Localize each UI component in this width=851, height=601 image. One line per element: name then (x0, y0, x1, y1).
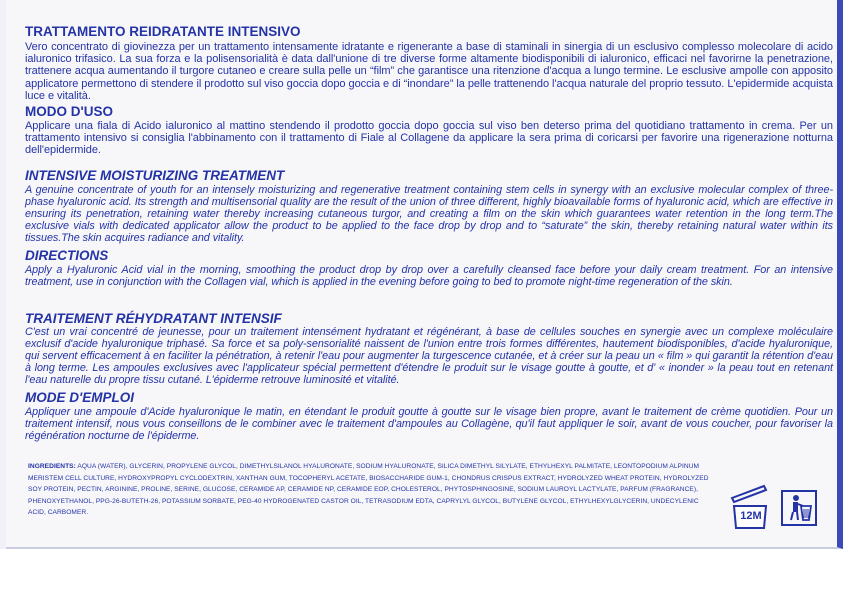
pao-label: 12M (740, 510, 762, 522)
english-directions-title: DIRECTIONS (25, 248, 109, 263)
italian-description: Vero concentrato di giovinezza per un trattamento intensamente idratante e rigenerante a base di staminali in sinergia di un esclusivo complesso molecolare di acido ialuronico trifasico. La sua forza e la polisensorialità è data dall'unione di tre diverse forme altamente biodisponibili di ialuronico, efficaci nel favorirne la penetrazione, trattenere acqua aumentando il turgore cutaneo e creare sulla pelle un “film” che garantisce una ritenzione d'acqua a lungo termine. Le esclusive ampolle con apposito applicatore permettono di stendere il prodotto sul viso goccia dopo goccia e di “inondare” la pelle trattenendo l'acqua naturale del proprio tessuto. L'epidermide acquista luce e vitalità. (25, 41, 833, 102)
french-title: TRAITEMENT RÉHYDRATANT INTENSIF (25, 311, 282, 326)
panel-edge (0, 0, 6, 549)
open-jar-icon (728, 480, 772, 530)
english-description: A genuine concentrate of youth for an intensely moisturizing and regenerative treatment containing stem cells in synergy with an exclusive molecular complex of three-phase hyaluronic acid. Its strength and multisensorial quality are the result of the union of three different, highly bioavailable forms of hyaluronic acid, which are effective in ensuring its penetration, retaining water thereby increasing cutaneous turgor, and creating a film on the skin which guarantees water retention in the long term.The exclusive vials with dedicated applicator allow the product to be applied to the face drop by drop and to “saturate” the skin, thereby retaining natural water within its tissues.The skin acquires radiance and vitality. (25, 184, 833, 244)
french-usage-title: MODE D'EMPLOI (25, 390, 134, 405)
french-usage-text: Appliquer une ampoule d'Acide hyaluronique le matin, en étendant le produit goutte à goutte sur le visage bien propre, avant le traitement de crème quotidien. Pour un traitement intensif, nous vous conseillons de le combiner avec le traitement d'ampoules au Collagène, qu'il faut appliquer le soir, avant de vous coucher, pour favoriser la régénération nocturne de l'épiderme. (25, 406, 833, 442)
italian-usage-text: Applicare una fiala di Acido ialuronico al mattino stendendo il prodotto goccia dopo goccia sul viso ben deterso prima del quotidiano trattamento in crema. Per un trattamento intensivo si consiglia l'abbinamento con il trattamento di Fiale al Collagene da applicare la sera prima di coricarsi per favorire una rigenerazione notturna dell'epidermide. (25, 120, 833, 157)
ingredients-text: AQUA (WATER), GLYCERIN, PROPYLENE GLYCOL, DIMETHYLSILANOL HYALURONATE, SODIUM HYALURONATE, SILICA DIMETHYL SILYLATE, ETHYLHEXYL PALMITATE, LEONTOPODIUM ALPINUM MERISTEM CELL CULTURE, HYDROXYPROPYL CYCLODEXTRIN, XANTHAN GUM, TOCOPHERYL ACETATE, BIOSACCHARIDE GUM-1, CHONDRUS CRISPUS EXTRACT, HYDROLYZED WHEAT PROTEIN, HYDROLYZED SOY PROTEIN, PECTIN, ARGININE, PROLINE, SERINE, GLUCOSE, CERAMIDE AP, CERAMIDE NP, CERAMIDE EOP, CHOLESTEROL, PHYTOSPHINGOSINE, SODIUM LAUROYL LACTYLATE, PARFUM (FRAGRANCE), PHENOXYETHANOL, PPG-26-BUTETH-26, POTASSIUM SORBATE, PEG-40 HYDROGENATED CASTOR OIL, TETRASODIUM EDTA, CAPRYLYL GLYCOL, BUTYLENE GLYCOL, ETHYLHEXYLGLYCERIN, UNDECYLENIC ACID, CARBOMER. (28, 463, 709, 517)
italian-title: TRATTAMENTO REIDRATANTE INTENSIVO (25, 24, 301, 39)
english-directions-text: Apply a Hyaluronic Acid vial in the morning, smoothing the product drop by drop over a carefully cleansed face before your daily cream treatment. For an intensive treatment, use in conjunction with the Collagen vial, which is applied in the evening before going to bed to promote night-time regeneration of the skin. (25, 264, 833, 288)
ingredients-list (28, 461, 718, 519)
ingredients-label: INGREDIENTS: (28, 463, 76, 470)
italian-usage-title: MODO D'USO (25, 104, 113, 119)
english-title: INTENSIVE MOISTURIZING TREATMENT (25, 168, 285, 183)
trash-bin-icon (781, 490, 817, 526)
french-description: C'est un vrai concentré de jeunesse, pour un traitement intensément hydratant et régénérant, à base de cellules souches en synergie avec un complexe moléculaire exclusif d'acide hyaluronique triphasé. Sa force et sa poly-sensorialité naissent de l'union entre trois formes différentes, hautement biodisponibles, d'acide hyaluronique, qui servent efficacement à en faciliter la pénétration, à retenir l'eau pour augmenter la turgescence cutanée, et à créer sur la peau un « film » qui garantit la rétention d'eau à long terme. Les ampoules exclusives avec l'applicateur spécial permettent d'étendre le produit sur le visage goutte à goutte, et d' « inonder » la peau tout en retenant l'eau naturelle du propre tissu cutané. L'épiderme retrouve luminosité et vitalité. (25, 326, 833, 386)
